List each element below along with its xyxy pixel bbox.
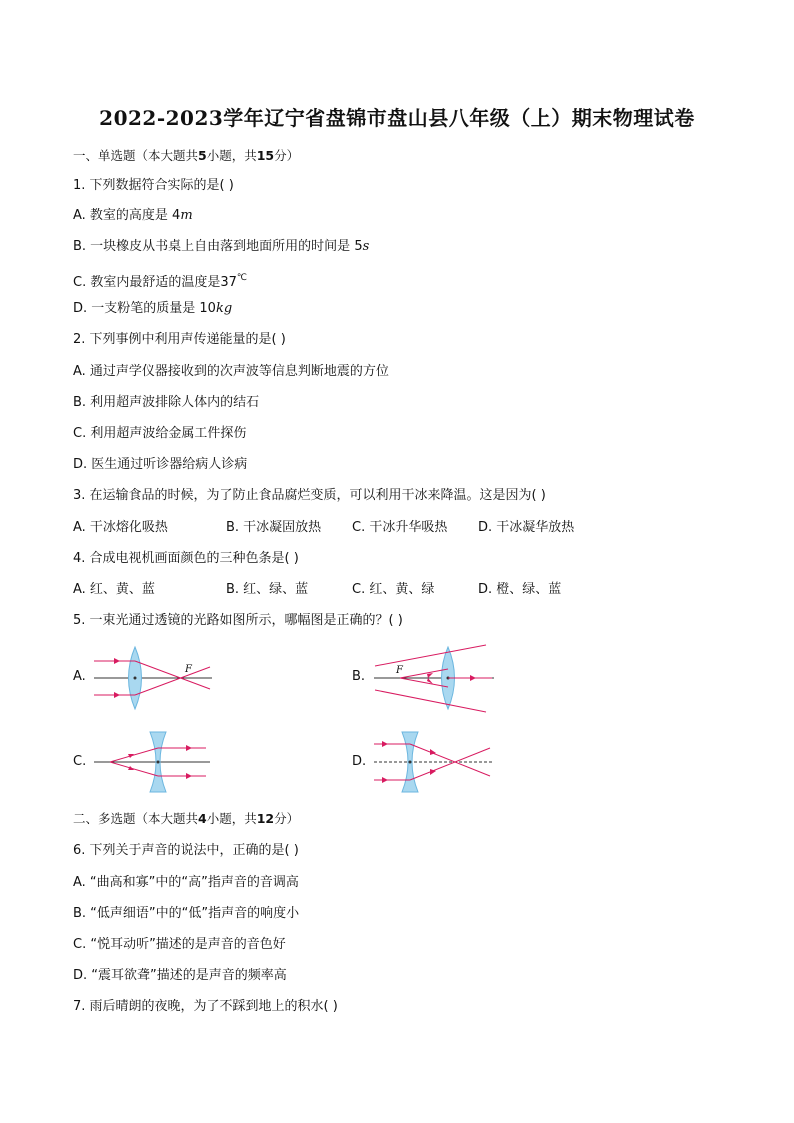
option-unit: s	[362, 239, 370, 254]
question-6-option-d[interactable]: D. “震耳欲聋”描述的是声音的频率高	[73, 968, 287, 983]
question-2-option-c[interactable]: C. 利用超声波给金属工件探伤	[73, 426, 247, 441]
question-1-option-b[interactable]	[73, 238, 369, 256]
section-mid: 小题，共	[206, 811, 257, 826]
question-6-option-c[interactable]: C. “悦耳动听”描述的是声音的音色好	[73, 937, 286, 952]
focus-label: F	[396, 665, 403, 676]
question-1-stem: 1. 下列数据符合实际的是( )	[73, 178, 234, 193]
optical-center	[409, 761, 412, 764]
question-4-option-a[interactable]: A. 红、黄、蓝	[73, 582, 155, 597]
option-unit: kg	[215, 301, 233, 316]
figure-a-label[interactable]: A.	[73, 669, 86, 684]
section-score: 15	[256, 148, 275, 163]
section-suffix: 分）	[274, 148, 300, 163]
question-7-stem: 7. 雨后晴朗的夜晚，为了不踩到地上的积水( )	[73, 999, 338, 1014]
optical-center	[157, 761, 160, 764]
section-suffix: 分）	[274, 811, 300, 826]
figure-c-label[interactable]: C.	[73, 754, 87, 769]
question-3-option-c[interactable]: C. 干冰升华吸热	[352, 520, 448, 535]
question-6-stem: 6. 下列关于声音的说法中，正确的是( )	[73, 843, 299, 858]
question-4-option-c[interactable]: C. 红、黄、绿	[352, 582, 435, 597]
question-6-option-a[interactable]: A. “曲高和寡”中的“高”指声音的音调高	[73, 875, 299, 890]
section-count: 5	[198, 148, 207, 163]
question-1-option-d[interactable]	[73, 300, 232, 318]
section-score: 12	[256, 811, 275, 826]
figure-b-label[interactable]: B.	[352, 669, 366, 684]
question-4-option-b[interactable]: B. 红、绿、蓝	[226, 582, 309, 597]
figure-b-diagram[interactable]	[370, 645, 500, 715]
question-5-stem: 5. 一束光通过透镜的光路如图所示，哪幅图是正确的？( )	[73, 613, 403, 628]
question-4-stem: 4. 合成电视机画面颜色的三种色条是( )	[73, 551, 299, 566]
section-count: 4	[198, 811, 207, 826]
option-unit: ℃	[236, 273, 247, 283]
option-text: A. 教室的高度是 4	[73, 208, 181, 223]
figure-c-diagram[interactable]	[90, 730, 220, 794]
section-prefix: 二、多选题（本大题共	[73, 811, 199, 826]
figure-d-diagram[interactable]	[370, 730, 500, 794]
option-text: C. 教室内最舒适的温度是37	[73, 275, 237, 290]
question-2-option-a[interactable]: A. 通过声学仪器接收到的次声波等信息判断地震的方位	[73, 364, 389, 379]
question-1-option-a[interactable]	[73, 207, 193, 225]
page-title: 2022-2023学年辽宁省盘锦市盘山县八年级（上）期末物理试卷	[99, 106, 695, 130]
question-3-stem: 3. 在运输食品的时候，为了防止食品腐烂变质，可以利用干冰来降温。这是因为( )	[73, 488, 546, 503]
question-2-option-b[interactable]: B. 利用超声波排除人体内的结石	[73, 395, 260, 410]
focus-label: F	[185, 664, 192, 675]
figure-d-label[interactable]: D.	[352, 754, 367, 769]
question-4-option-d[interactable]: D. 橙、绿、蓝	[478, 582, 562, 597]
option-text: D. 一支粉笔的质量是 10	[73, 301, 216, 316]
question-1-option-c[interactable]	[73, 269, 247, 292]
section-mid: 小题，共	[206, 148, 257, 163]
question-6-option-b[interactable]: B. “低声细语”中的“低”指声音的响度小	[73, 906, 300, 921]
section-header-1	[73, 147, 299, 165]
option-text: B. 一块橡皮从书桌上自由落到地面所用的时间是 5	[73, 239, 363, 254]
section-prefix: 一、单选题（本大题共	[73, 148, 199, 163]
question-3-option-d[interactable]: D. 干冰凝华放热	[478, 520, 575, 535]
question-2-stem: 2. 下列事例中利用声传递能量的是( )	[73, 332, 286, 347]
question-3-option-b[interactable]: B. 干冰凝固放热	[226, 520, 322, 535]
question-2-option-d[interactable]: D. 医生通过听诊器给病人诊病	[73, 457, 248, 472]
option-unit: m	[180, 208, 193, 223]
optical-center	[134, 677, 137, 680]
figure-a-diagram[interactable]	[90, 645, 220, 710]
question-3-option-a[interactable]: A. 干冰熔化吸热	[73, 520, 168, 535]
section-header-2	[73, 810, 299, 828]
